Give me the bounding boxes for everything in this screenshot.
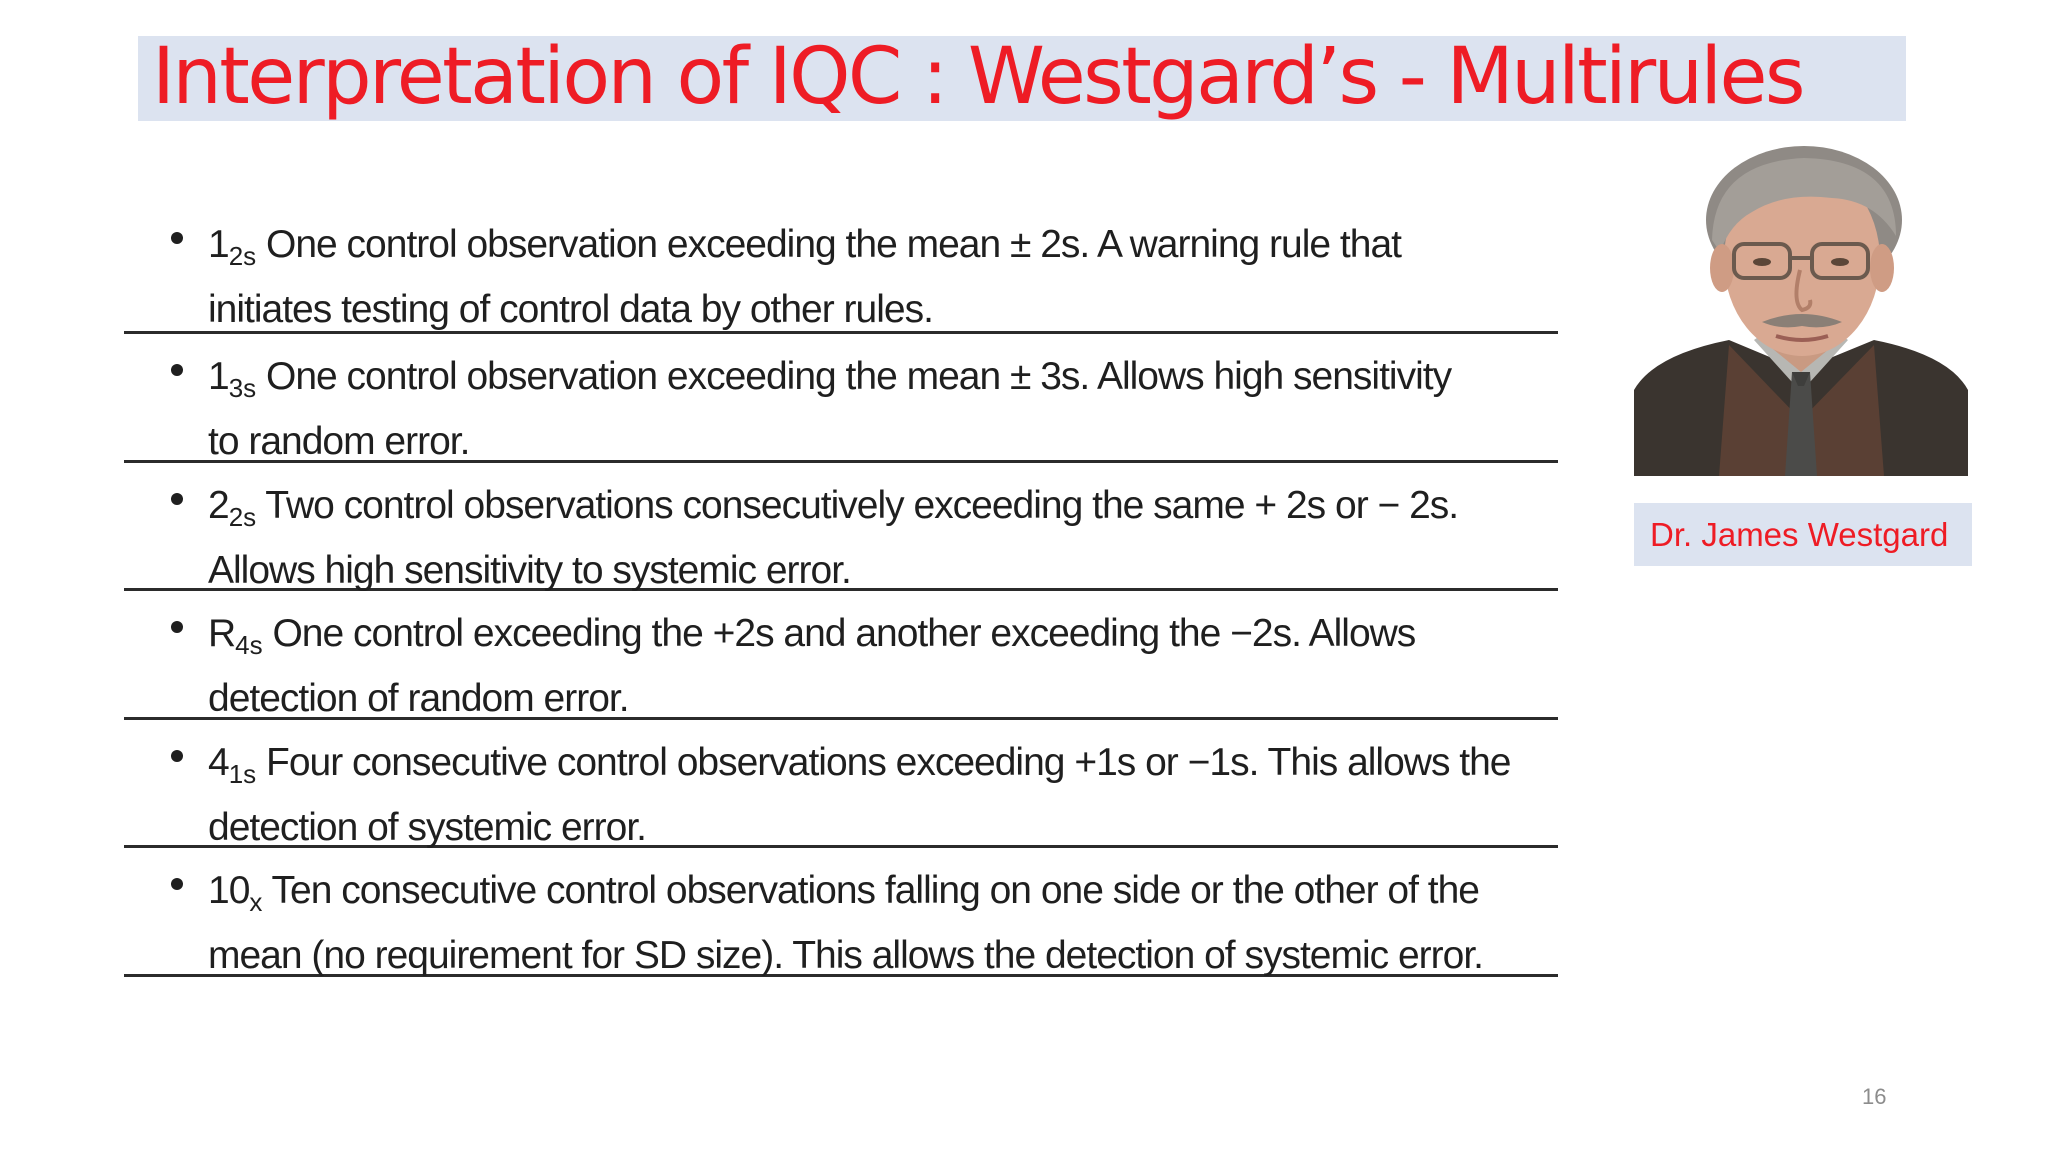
rule-description-line-1: One control observation exceeding the mean ± 3s. Allows high sensitivity [256,355,1452,398]
rule-subscript: 1s [228,758,257,789]
rule-description-line-2: to random error. [208,420,470,463]
portrait-photo [1634,140,1968,476]
rules-list [124,212,1558,977]
bullet-icon [171,232,183,244]
portrait-caption: Dr. James Westgard [1650,516,1949,553]
rule-description-line-1: One control observation exceeding the mean ± 2s. A warning rule that [256,223,1401,266]
rule-item-4-1s [124,720,1558,849]
rule-subscript: 2s [228,501,257,532]
rule-description-line-2: mean (no requirement for SD size). This allows the detection of systemic error. [208,934,1483,977]
rule-subscript: x [249,887,263,917]
bullet-icon [171,750,183,762]
rule-item-1-2s [124,212,1558,334]
rule-item-r-4s [124,591,1558,720]
bullet-icon [171,878,183,890]
rule-description-line-1: One control exceeding the +2s and another exceeding the −2s. Allows [262,612,1416,655]
bullet-icon [171,364,183,376]
portrait-illustration [1634,140,1968,476]
rule-description-line-1: Two control observations consecutively exceeding the same + 2s or − 2s. [256,483,1459,527]
rule-name: $R_{4s}$ [208,612,263,660]
rule-subscript: 4s [235,630,263,660]
rule-name: $1_{2s}$ [208,223,257,271]
rule-description-line-1: Ten consecutive control observations falling on one side or the other of the [262,869,1479,912]
page-number: 16 [1862,1084,1887,1109]
rule-item-2-2s [124,463,1558,592]
rule-name: $4_{1s}$ [208,740,257,789]
rule-description-line-2: detection of systemic error. [208,805,647,849]
bullet-icon [171,493,183,505]
rule-item-1-3s [124,334,1558,463]
rule-subscript: 2s [228,241,257,271]
rule-name: $1_{3s}$ [208,355,257,403]
slide-title: Interpretation of IQC : Westgard’s - Multirules [152,32,1803,122]
rule-name: $10_x$ [208,869,263,917]
rule-description-line-2: initiates testing of control data by other rules. [208,288,933,331]
rule-subscript: 3s [228,373,257,403]
rule-description-line-2: Allows high sensitivity to systemic error. [208,548,851,592]
bullet-icon [171,621,183,633]
rule-item-10-x [124,848,1558,977]
rule-name: $2_{2s}$ [208,483,257,532]
rule-description-line-2: detection of random error. [208,677,629,720]
rule-description-line-1: Four consecutive control observations exceeding +1s or −1s. This allows the [256,740,1511,784]
